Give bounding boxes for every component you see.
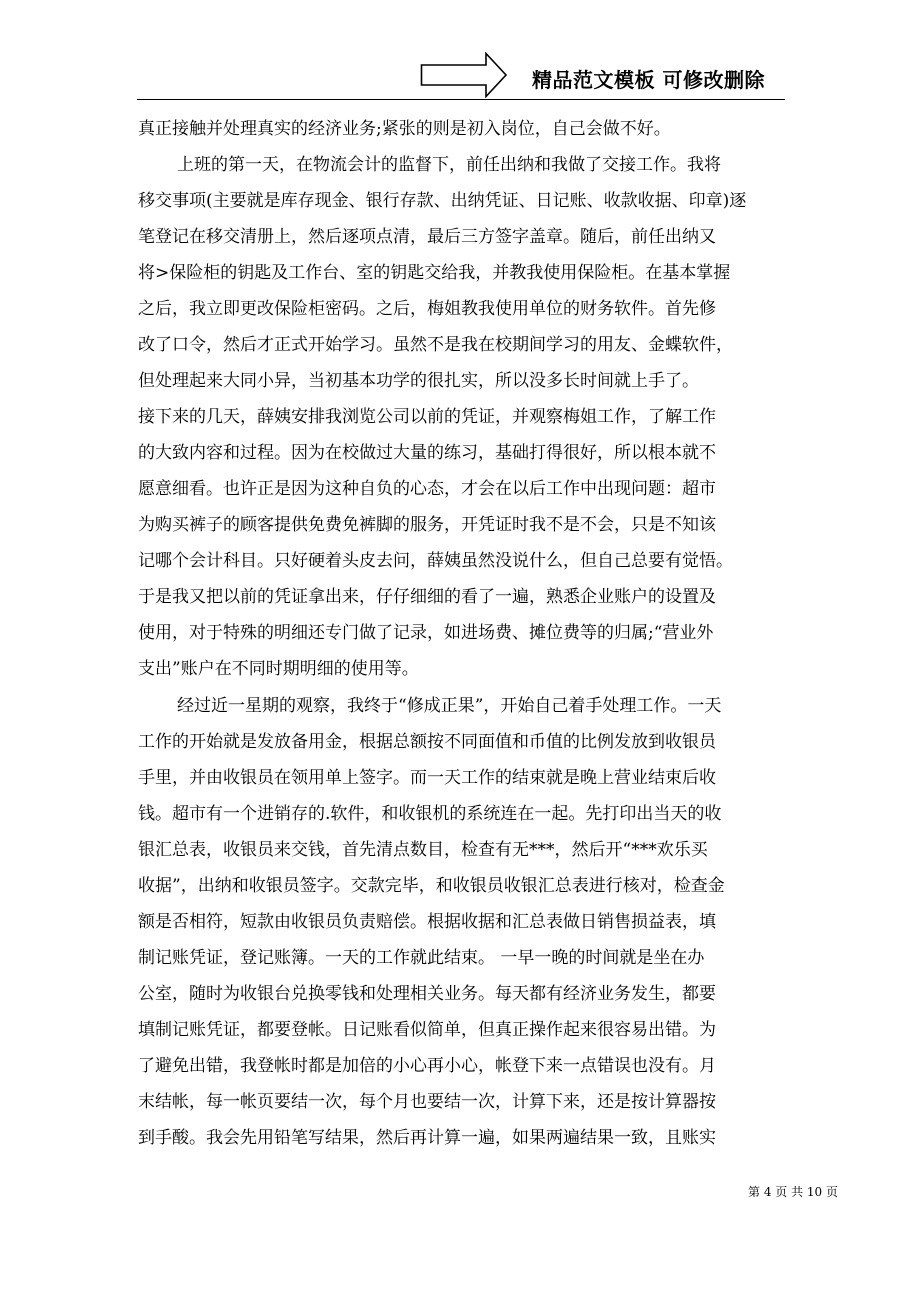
body-line: 使用，对于特殊的明细还专门做了记录，如进场费、摊位费等的归属;“营业外: [138, 623, 714, 643]
body-line: 钱。超市有一个进销存的.软件，和收银机的系统连在一起。先打印出当天的收: [138, 804, 722, 824]
body-line: 末结帐，每一帐页要结一次，每个月也要结一次，计算下来，还是按计算器按: [138, 1092, 716, 1112]
body-line: 上班的第一天，在物流会计的监督下，前任出纳和我做了交接工作。我将: [177, 155, 721, 175]
body-line: 额是否相符，短款由收银员负责赔偿。根据收据和汇总表做日销售损益表，填: [138, 912, 716, 932]
body-line: 的大致内容和过程。因为在校做过大量的练习，基础打得很好，所以根本就不: [138, 443, 716, 463]
body-line: 支出”账户在不同时期明细的使用等。: [138, 659, 419, 679]
body-line: 移交事项(主要就是库存现金、银行存款、出纳凭证、日记账、收款收据、印章)逐: [138, 191, 747, 211]
body-line: 笔登记在移交清册上，然后逐项点清，最后三方签字盖章。随后，前任出纳又: [138, 227, 716, 247]
body-line: 将>保险柜的钥匙及工作台、室的钥匙交给我，并教我使用保险柜。在基本掌握: [138, 263, 731, 283]
body-line: 记哪个会计科目。只好硬着头皮去问，薛姨虽然没说什么，但自己总要有觉悟。: [138, 551, 733, 571]
body-line: 公室，随时为收银台兑换零钱和处理相关业务。每天都有经济业务发生，都要: [138, 984, 716, 1004]
body-line: 但处理起来大同小异，当初基本功学的很扎实，所以没多长时间就上手了。: [138, 371, 699, 391]
arrow-icon: [420, 52, 508, 98]
body-line: 银汇总表，收银员来交钱，首先清点数目，检查有无***，然后开“***欢乐买: [138, 840, 708, 860]
body-line: 经过近一星期的观察，我终于“修成正果”，开始自己着手处理工作。一天: [177, 696, 722, 716]
header-divider: [137, 99, 785, 100]
body-line: 之后，我立即更改保险柜密码。之后，梅姐教我使用单位的财务软件。首先修: [138, 299, 716, 319]
body-line: 接下来的几天，薛姨安排我浏览公司以前的凭证，并观察梅姐工作，了解工作: [138, 407, 716, 427]
body-line: 为购买裤子的顾客提供免费免裤脚的服务，开凭证时我不是不会，只是不知该: [138, 515, 716, 535]
body-line: 手里，并由收银员在领用单上签字。而一天工作的结束就是晚上营业结束后收: [138, 768, 716, 788]
body-line: 制记账凭证，登记账簿。一天的工作就此结束。 一早一晚的时间就是坐在办: [138, 948, 705, 968]
body-line: 真正接触并处理真实的经济业务;紧张的则是初入岗位，自己会做不好。: [138, 119, 671, 139]
body-line: 愿意细看。也许正是因为这种自负的心态，才会在以后工作中出现问题：超市: [138, 479, 716, 499]
header-title: 精品范文模板 可修改删除: [532, 68, 765, 92]
body-line: 了避免出错，我登帐时都是加倍的小心再小心，帐登下来一点错误也没有。月: [138, 1056, 716, 1076]
page-number: 第 4 页 共 10 页: [748, 1185, 838, 1199]
body-line: 填制记账凭证，都要登帐。日记账看似简单，但真正操作起来很容易出错。为: [138, 1020, 716, 1040]
body-line: 于是我又把以前的凭证拿出来，仔仔细细的看了一遍，熟悉企业账户的设置及: [138, 587, 716, 607]
body-line: 工作的开始就是发放备用金，根据总额按不同面值和币值的比例发放到收银员: [138, 732, 716, 752]
body-line: 到手酸。我会先用铅笔写结果，然后再计算一遍，如果两遍结果一致，且账实: [138, 1128, 716, 1148]
body-line: 改了口令，然后才正式开始学习。虽然不是我在校期间学习的用友、金蝶软件，: [138, 335, 733, 355]
body-line: 收据”，出纳和收银员签字。交款完毕，和收银员收银汇总表进行核对，检查金: [138, 876, 725, 896]
